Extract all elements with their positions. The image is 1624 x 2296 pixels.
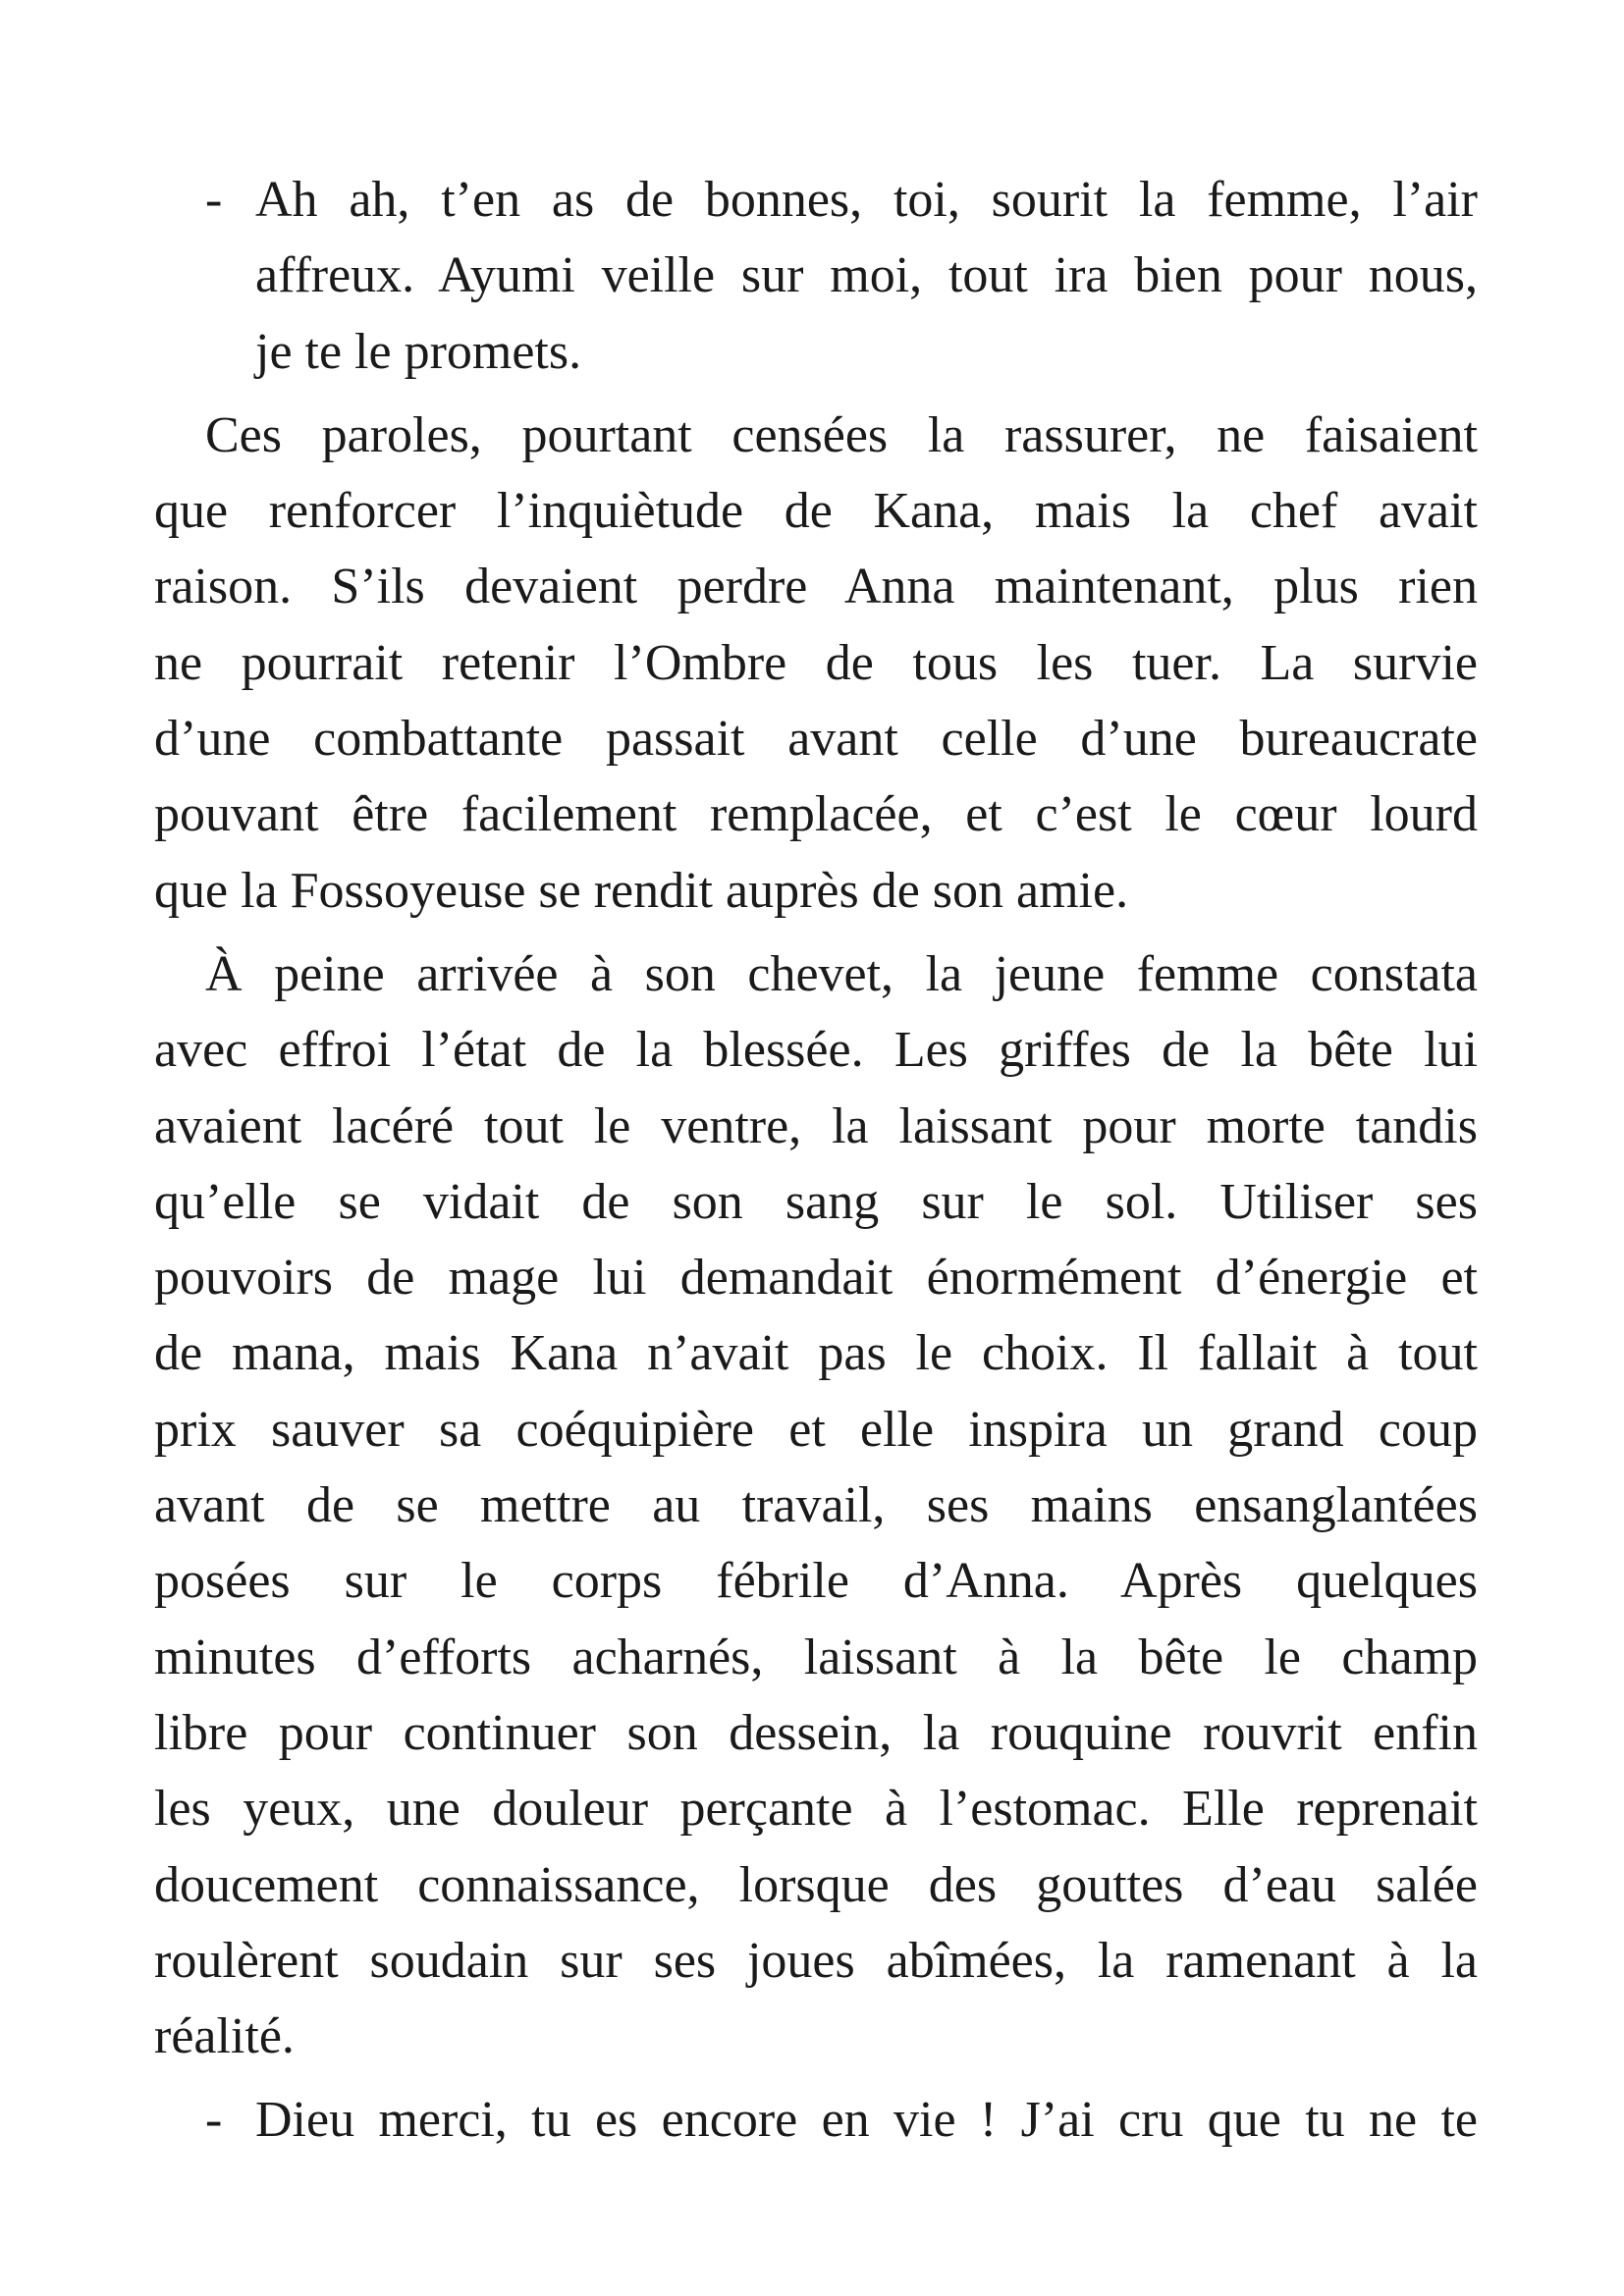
paragraph-line: que la Fossoyeuse se rendit auprès de son amie. bbox=[154, 862, 1129, 919]
paragraph-line: doucement connaissance, lorsque des gouttes d’eau salée bbox=[154, 1856, 1478, 1913]
paragraph-line: ne pourrait retenir l’Ombre de tous les tuer. La survie bbox=[154, 634, 1478, 691]
dialogue-block bbox=[154, 162, 1478, 390]
paragraph-line: qu’elle se vidait de son sang sur le sol. Utiliser ses bbox=[154, 1173, 1478, 1230]
paragraph-line: Ces paroles, pourtant censées la rassurer, ne faisaient bbox=[205, 406, 1478, 463]
dialogue-line: - Ah ah, t’en as de bonnes, toi, sourit la femme, l’air bbox=[154, 162, 1478, 238]
paragraph-line: pouvant être facilement remplacée, et c’est le cœur lourd bbox=[154, 786, 1478, 843]
dialogue-dash: - bbox=[205, 2092, 223, 2149]
paragraph bbox=[154, 398, 1478, 929]
paragraph-line: les yeux, une douleur perçante à l’estomac. Elle reprenait bbox=[154, 1781, 1478, 1838]
paragraph-line: avaient lacéré tout le ventre, la laissant pour morte tandis bbox=[154, 1097, 1478, 1154]
paragraph-line: de mana, mais Kana n’avait pas le choix. Il fallait à tout bbox=[154, 1325, 1478, 1382]
paragraph-line: roulèrent soudain sur ses joues abîmées, la ramenant à la bbox=[154, 1932, 1478, 1989]
paragraph-line: minutes d’efforts acharnés, laissant à la bête le champ bbox=[154, 1629, 1478, 1685]
paragraph-line: avec effroi l’état de la blessée. Les griffes de la bête lui bbox=[154, 1022, 1478, 1079]
page-body bbox=[154, 162, 1478, 2159]
paragraph-line: raison. S’ils devaient perdre Anna maintenant, plus rien bbox=[154, 559, 1478, 615]
paragraph-line: prix sauver sa coéquipière et elle inspira un grand coup bbox=[154, 1401, 1478, 1458]
paragraph-line: que renforcer l’inquiètude de Kana, mais la chef avait bbox=[154, 483, 1478, 540]
paragraph-line: réalité. bbox=[154, 2008, 295, 2065]
dialogue-dash: - bbox=[205, 172, 223, 228]
paragraph-line: avant de se mettre au travail, ses mains ensanglantées bbox=[154, 1477, 1478, 1534]
dialogue-line: affreux. Ayumi veille sur moi, tout ira bien pour nous, bbox=[255, 247, 1478, 304]
paragraph-line: posées sur le corps fébrile d’Anna. Après quelques bbox=[154, 1553, 1478, 1610]
paragraph-line: À peine arrivée à son chevet, la jeune femme constata bbox=[205, 945, 1478, 1002]
paragraph-line: libre pour continuer son dessein, la rouquine rouvrit enfin bbox=[154, 1704, 1478, 1761]
dialogue-line: - Dieu merci, tu es encore en vie ! J’ai cru que tu ne te bbox=[154, 2082, 1478, 2158]
paragraph bbox=[154, 936, 1478, 2074]
dialogue-block bbox=[154, 2082, 1478, 2158]
dialogue-line: je te le promets. bbox=[255, 323, 582, 380]
paragraph-line: d’une combattante passait avant celle d’une bureaucrate bbox=[154, 711, 1478, 768]
paragraph-line: pouvoirs de mage lui demandait énormément d’énergie et bbox=[154, 1250, 1478, 1307]
